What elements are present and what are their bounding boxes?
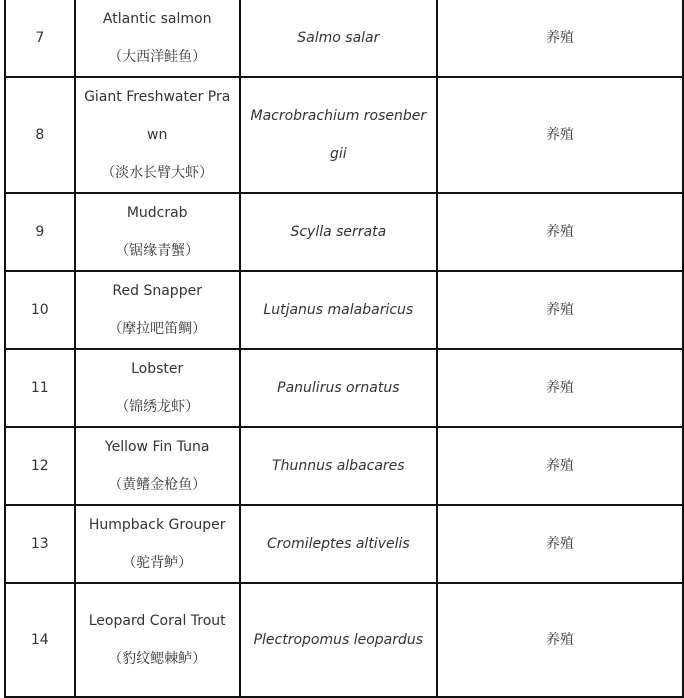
row-number: 8 xyxy=(5,77,75,193)
common-name-en: Humpback Grouper xyxy=(88,517,226,533)
category: 养殖 xyxy=(437,427,683,505)
table-row xyxy=(5,0,683,77)
common-name-cn: （大西洋鲑鱼） xyxy=(108,49,207,65)
common-name-cell xyxy=(75,349,240,427)
table-row xyxy=(5,427,683,505)
scientific-name: Panulirus ornatus xyxy=(240,349,437,427)
scientific-name: Cromileptes altivelis xyxy=(240,505,437,583)
table-row xyxy=(5,505,683,583)
table-row xyxy=(5,77,683,193)
common-name-cell xyxy=(75,427,240,505)
common-name-cn: （淡水长臂大虾） xyxy=(101,165,214,181)
category: 养殖 xyxy=(437,583,683,697)
category: 养殖 xyxy=(437,0,683,77)
scientific-name: Macrobrachium rosenbergii xyxy=(240,77,437,193)
common-name-en: Leopard Coral Trout xyxy=(88,613,226,629)
table-row xyxy=(5,271,683,349)
table-row xyxy=(5,349,683,427)
table-row xyxy=(5,193,683,271)
common-name-cn: （摩拉吧笛鲷） xyxy=(108,321,207,337)
row-number: 14 xyxy=(5,583,75,697)
scientific-name: Salmo salar xyxy=(240,0,437,77)
scientific-name: Plectropomus leopardus xyxy=(240,583,437,697)
table-row xyxy=(5,583,683,697)
common-name-cn: （黄鳍金枪鱼） xyxy=(108,477,207,493)
row-number: 11 xyxy=(5,349,75,427)
common-name-en: Giant Freshwater Prawn xyxy=(84,89,231,143)
scientific-name: Lutjanus malabaricus xyxy=(240,271,437,349)
common-name-cell xyxy=(75,193,240,271)
common-name-cell xyxy=(75,271,240,349)
row-number: 12 xyxy=(5,427,75,505)
common-name-cn: （驼背鲈） xyxy=(122,555,193,571)
common-name-cell xyxy=(75,77,240,193)
category: 养殖 xyxy=(437,349,683,427)
row-number: 9 xyxy=(5,193,75,271)
common-name-cn: （锦绣龙虾） xyxy=(115,399,200,415)
common-name-cell xyxy=(75,0,240,77)
category: 养殖 xyxy=(437,193,683,271)
common-name-en: Mudcrab xyxy=(126,205,188,221)
common-name-cell xyxy=(75,583,240,697)
row-number: 10 xyxy=(5,271,75,349)
common-name-en: Atlantic salmon xyxy=(102,11,212,27)
scientific-name: Scylla serrata xyxy=(240,193,437,271)
species-table xyxy=(4,0,684,698)
common-name-cn: （豹纹鳃棘鲈） xyxy=(108,651,207,667)
common-name-en: Red Snapper xyxy=(112,283,202,299)
category: 养殖 xyxy=(437,271,683,349)
scientific-name: Thunnus albacares xyxy=(240,427,437,505)
row-number: 7 xyxy=(5,0,75,77)
common-name-cell xyxy=(75,505,240,583)
category: 养殖 xyxy=(437,77,683,193)
row-number: 13 xyxy=(5,505,75,583)
common-name-en: Yellow Fin Tuna xyxy=(104,439,210,455)
common-name-cn: （锯缘青蟹） xyxy=(115,243,200,259)
common-name-en: Lobster xyxy=(131,361,184,377)
category: 养殖 xyxy=(437,505,683,583)
